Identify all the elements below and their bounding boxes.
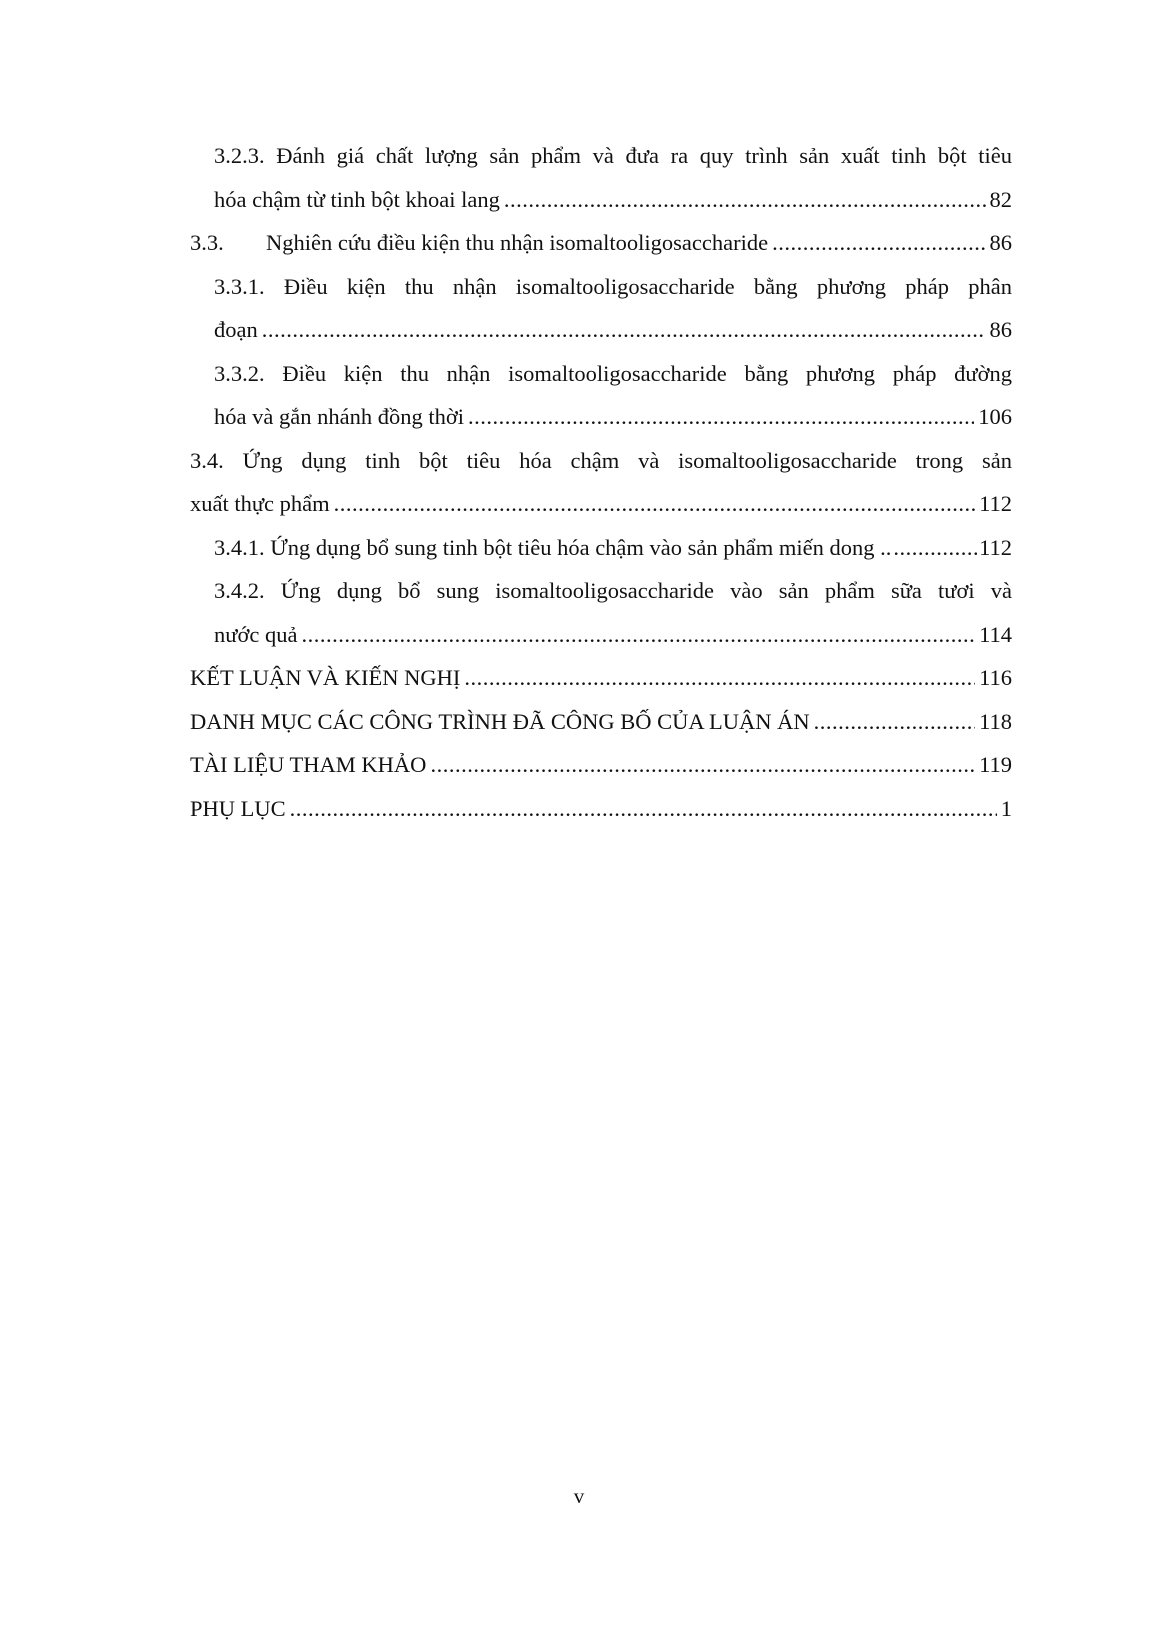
- toc-entry-3-2-3-line2[interactable]: [190, 178, 1012, 222]
- toc-page-number: 112: [979, 491, 1012, 516]
- toc-page-number: 116: [979, 665, 1012, 690]
- toc-entry-3-3-2-line1: 3.3.2. Điều kiện thu nhận isomaltooligosaccharide bằng phương pháp đường: [214, 360, 1012, 386]
- toc-page-number: 114: [979, 621, 1012, 647]
- toc-entry-tai-lieu[interactable]: [190, 743, 1012, 787]
- toc-page-number: 86: [989, 317, 1012, 342]
- toc-entry-ket-luan[interactable]: [190, 656, 1012, 700]
- toc-entry-title: nước quả: [214, 621, 298, 647]
- toc-entry-title: PHỤ LỤC: [190, 795, 286, 821]
- dot-leader: [334, 482, 975, 526]
- table-of-contents: [190, 134, 1012, 830]
- dot-leader: [772, 221, 985, 265]
- toc-entry-title: TÀI LIỆU THAM KHẢO: [190, 752, 427, 777]
- toc-entry-3-3-2-line2[interactable]: [190, 395, 1012, 439]
- toc-entry-title: Nghiên cứu điều kiện thu nhận isomaltooligosaccharide: [266, 230, 769, 255]
- dot-leader: [893, 526, 977, 570]
- toc-entry-3-4-2-line2[interactable]: [190, 613, 1012, 657]
- toc-entry-title: KẾT LUẬN VÀ KIẾN NGHỊ: [190, 665, 461, 690]
- toc-entry-3-4-2-line1: 3.4.2. Ứng dụng bổ sung isomaltooligosaccharide vào sản phẩm sữa tươi và: [214, 578, 1012, 603]
- toc-entry-title: xuất thực phẩm: [190, 491, 330, 516]
- toc-entry-3-4-line2[interactable]: [190, 482, 1012, 526]
- toc-entry-3-4-line1: 3.4. Ứng dụng tinh bột tiêu hóa chậm và isomaltooligosaccharide trong sản: [190, 447, 1012, 473]
- toc-entry-title: hóa và gắn nhánh đồng thời: [214, 404, 464, 429]
- toc-entry-3-2-3-line1: 3.2.3. Đánh giá chất lượng sản phẩm và đưa ra quy trình sản xuất tinh bột tiêu: [214, 143, 1012, 168]
- toc-page-number: 86: [989, 230, 1012, 255]
- toc-entry-3-3-1-line2[interactable]: [190, 308, 1012, 352]
- toc-page-number: 112: [979, 534, 1012, 560]
- toc-entry-title: hóa chậm từ tinh bột khoai lang: [214, 186, 500, 212]
- toc-entry-3-3-1-line1: 3.3.1. Điều kiện thu nhận isomaltooligosaccharide bằng phương pháp phân: [214, 273, 1012, 299]
- toc-entry-3-4-1[interactable]: [190, 526, 1012, 570]
- toc-page-number: 82: [989, 186, 1012, 212]
- toc-entry-number: 3.3.: [190, 230, 224, 255]
- toc-page-number: 1: [1000, 795, 1012, 821]
- dot-leader: [290, 787, 997, 831]
- toc-page-number: 119: [979, 752, 1012, 777]
- dot-leader: [814, 700, 975, 744]
- toc-page-number: 118: [979, 708, 1012, 734]
- toc-entry-title: 3.4.1. Ứng dụng bổ sung tinh bột tiêu hóa chậm vào sản phẩm miến dong ..: [214, 534, 892, 560]
- toc-entry-title: DANH MỤC CÁC CÔNG TRÌNH ĐÃ CÔNG BỐ CỦA LUẬN ÁN: [190, 708, 810, 734]
- dot-leader: [468, 395, 974, 439]
- dot-leader: [301, 613, 975, 657]
- page-footer-number: v: [573, 1484, 585, 1508]
- toc-entry-title: đoạn: [214, 317, 258, 342]
- toc-entry-danh-muc[interactable]: [190, 700, 1012, 744]
- toc-page-number: 106: [978, 404, 1012, 429]
- toc-entry-phu-luc[interactable]: [190, 787, 1012, 831]
- dot-leader: [464, 656, 975, 700]
- dot-leader: [262, 308, 986, 352]
- dot-leader: [504, 178, 986, 222]
- dot-leader: [430, 743, 975, 787]
- toc-entry-3-3[interactable]: [190, 221, 1012, 265]
